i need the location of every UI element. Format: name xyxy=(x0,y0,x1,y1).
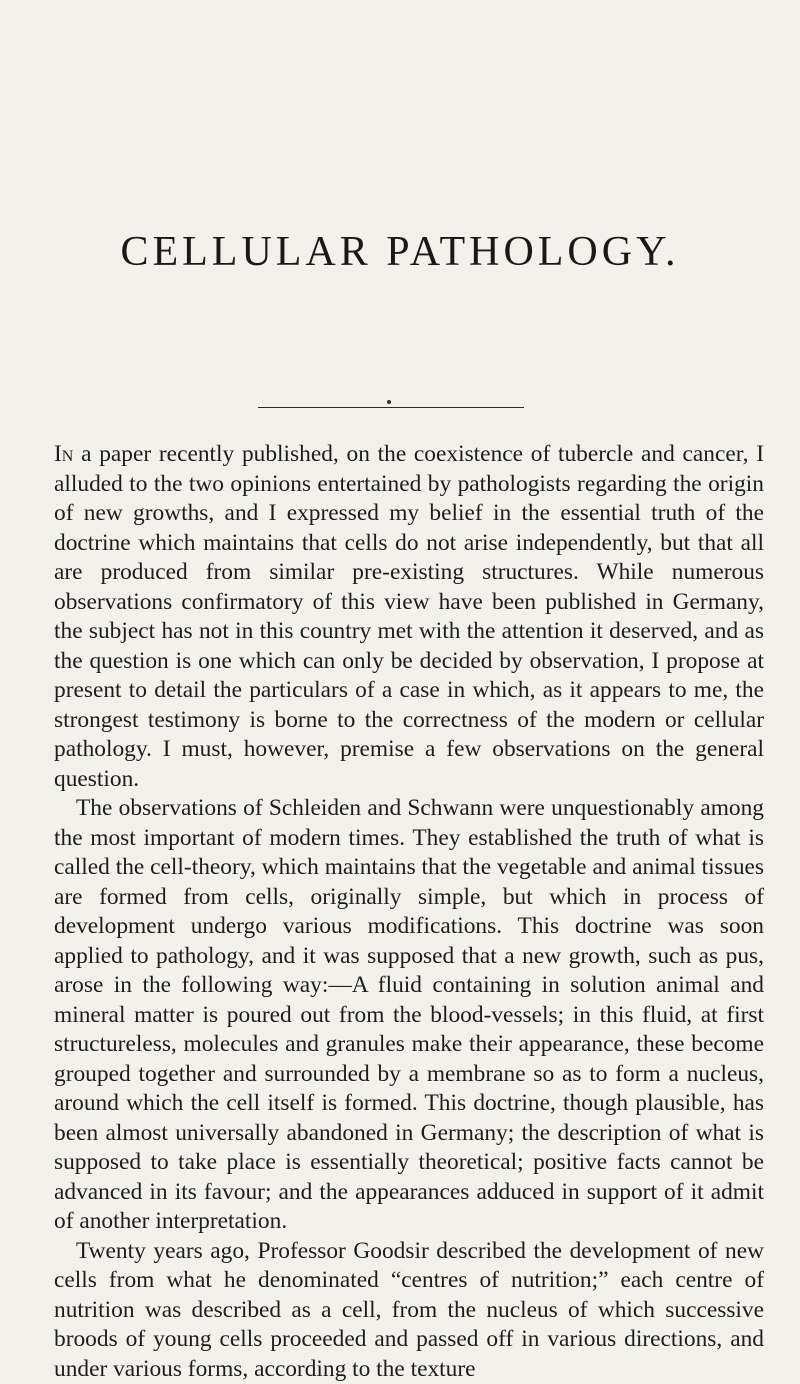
title-divider xyxy=(258,407,524,408)
body-text xyxy=(54,440,764,1384)
paragraph-lead-word: In xyxy=(54,441,73,467)
paragraph-1-text: a paper recently published, on the coexistence of tubercle and cancer, I alluded to the two opinions entertained by pathologists regarding the origin of new growths, and I expressed my belief in the essential truth of the doctrine which maintains that cells do not arise independently, but that all are produced from similar pre-existing structures. While numerous observations confirmatory of this view have been published in Germany, the subject has not in this country met with the attention it deserved, and as the question is one which can only be decided by observation, I propose at present to detail the particulars of a case in which, as it appears to me, the strongest testimony is borne to the correctness of the modern or cellular pathology. I must, however, premise a few observations on the general question. xyxy=(54,441,764,792)
page-title: CELLULAR PATHOLOGY. xyxy=(0,228,800,276)
paragraph-2: The observations of Schleiden and Schwann were unquestionably among the most important of modern times. They established the truth of what is called the cell-theory, which maintains that the vegetable and animal tissues are formed from cells, originally simple, but which in process of development undergo various modifications. This doctrine was soon applied to pathology, and it was supposed that a new growth, such as pus, arose in the following way:—A fluid containing in solution animal and mineral matter is poured out from the blood-vessels; in this fluid, at first structureless, molecules and granules make their appearance, these become grouped together and surrounded by a membrane so as to form a nucleus, around which the cell itself is formed. This doctrine, though plausible, has been almost universally abandoned in Germany; the description of what is supposed to take place is essentially theoretical; positive facts cannot be advanced in its favour; and the appearances adduced in support of it admit of another interpretation. xyxy=(54,794,764,1237)
divider-ornament xyxy=(387,400,391,404)
paragraph-3: Twenty years ago, Professor Goodsir described the development of new cells from what he denominated “centres of nutrition;” each centre of nutrition was described as a cell, from the nucleus of which successive broods of young cells proceeded and passed off in various directions, and under various forms, according to the texture xyxy=(54,1237,764,1384)
paragraph-1 xyxy=(54,440,764,794)
